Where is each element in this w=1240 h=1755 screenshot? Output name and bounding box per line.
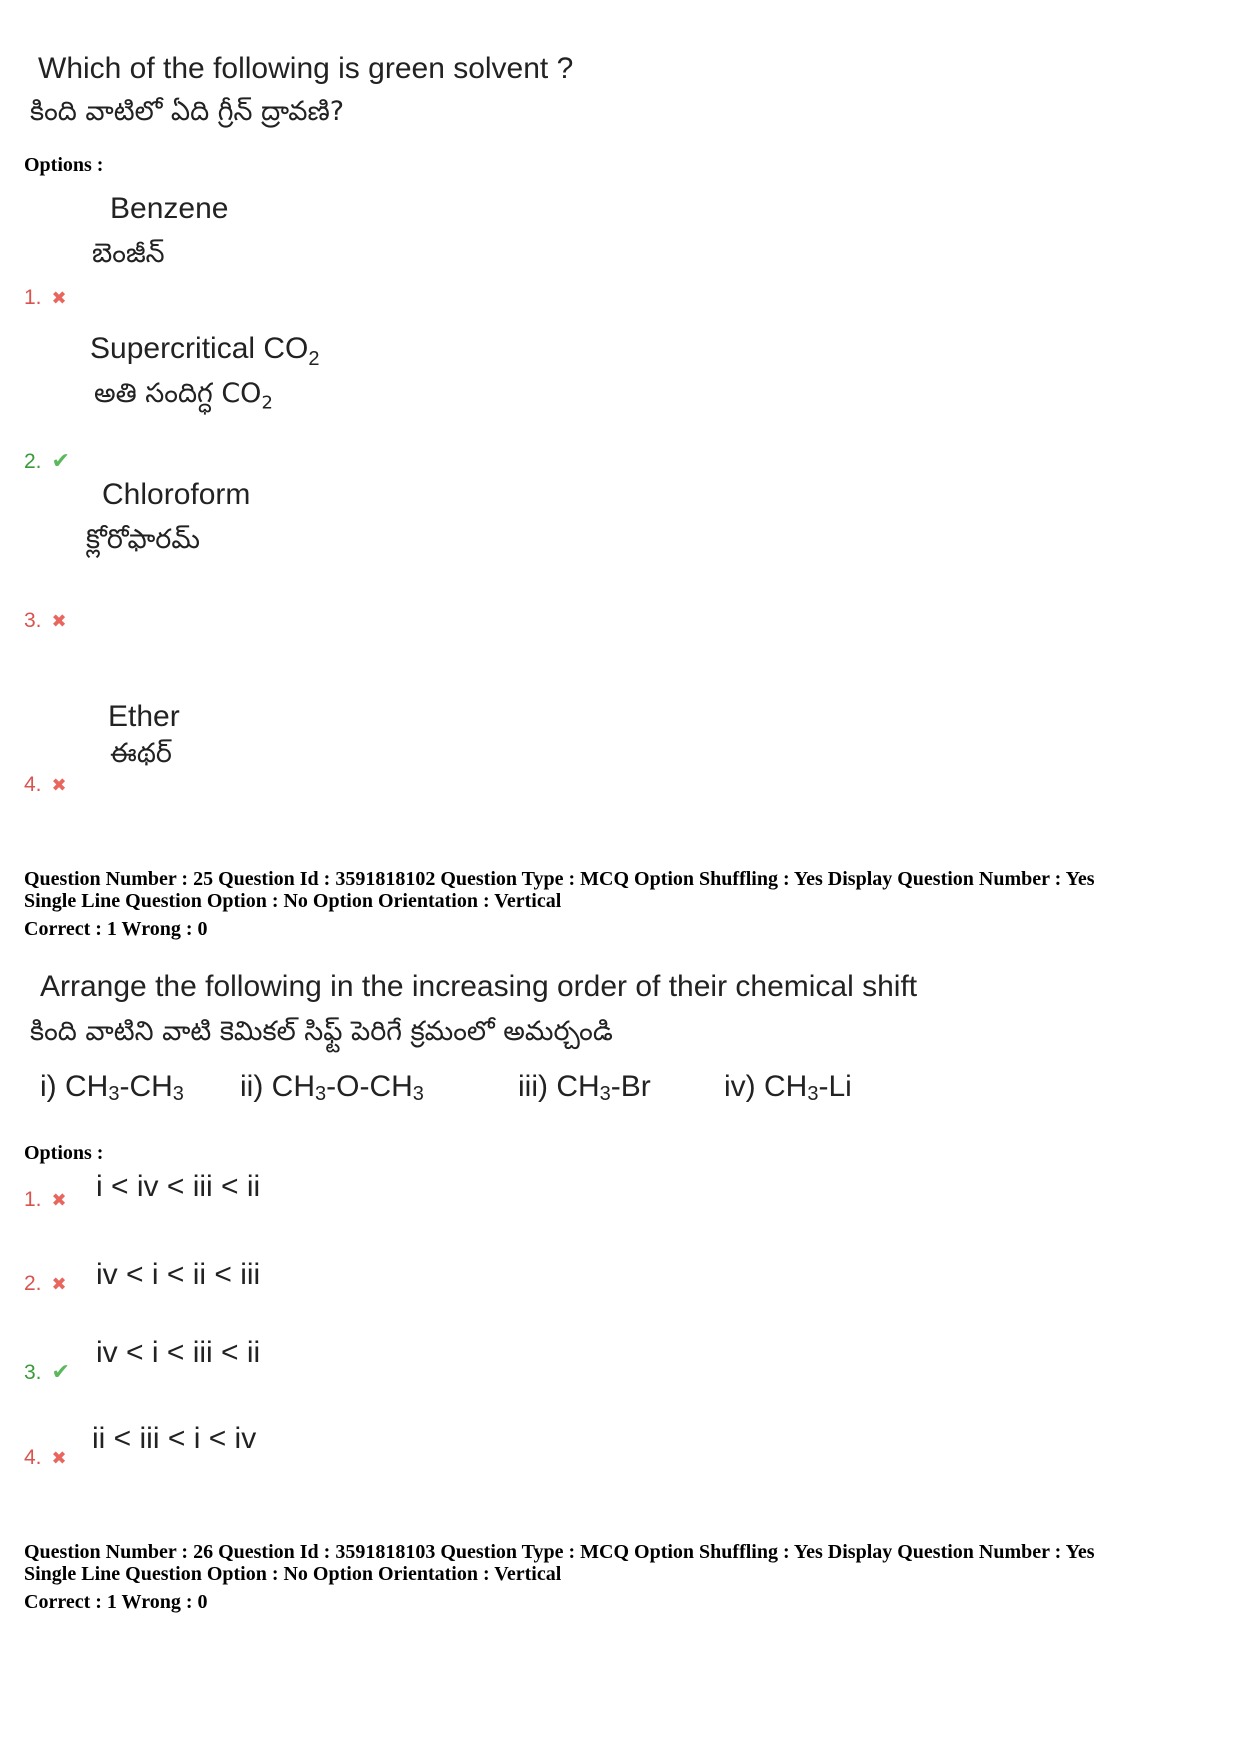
cross-icon: ✖ [51,611,67,632]
option-marker [24,773,67,797]
question-meta-line: Single Line Question Option : No Option Orientation : Vertical [24,1563,562,1585]
compound-2: ii) $CH_3-O-CH_3$ [240,1070,424,1105]
option-text: i < iv < iii < ii [96,1170,261,1203]
cross-icon: ✖ [51,288,67,309]
cross-icon: ✖ [51,1274,67,1295]
compound-3: iii) $CH_3-Br$ [518,1070,651,1105]
cross-icon: ✖ [51,1190,67,1211]
option-number: 1. [24,286,42,309]
question-meta-line: Question Number : 26 Question Id : 3591818103 Question Type : MCQ Option Shuffling : Yes Display Question Number : Yes [24,1541,1095,1563]
option-number: 4. [24,773,42,796]
option-text-en: Supercritical $CO_2$ [90,332,320,370]
option-text: ii < iii < i < iv [92,1422,257,1455]
option-number: 3. [24,609,42,632]
option-text-te: ఈథర్ [110,738,172,769]
option-marker [24,1446,67,1470]
option-number: 2. [24,450,42,473]
option-text: iv < i < iii < ii [96,1336,261,1369]
option-text-te: అతి సందిగ్ధ $CO_2$ [94,378,273,414]
option-text: iv < i < ii < iii [96,1258,261,1291]
options-label: Options : [24,154,104,176]
option-marker [24,1360,70,1385]
option-marker [24,286,67,310]
question-text-te: కింది వాటిలో ఏది గ్రీన్ ద్రావణి? [30,96,345,127]
option-text-te: క్లోరోఫారమ్ [86,524,200,555]
question-meta-line: Single Line Question Option : No Option Orientation : Vertical [24,890,562,912]
option-marker [24,1272,67,1296]
question-meta-line: Correct : 1 Wrong : 0 [24,1591,208,1613]
cross-icon: ✖ [51,775,67,796]
cross-icon: ✖ [51,1448,67,1469]
check-icon: ✔ [51,449,70,474]
option-marker [24,609,67,633]
option-text-en: Chloroform [102,478,251,511]
option-number: 4. [24,1446,42,1469]
question-text-te: కింది వాటిని వాటి కెమికల్ సిఫ్ట్ పెరిగే క్రమంలో అమర్చండి [30,1016,613,1047]
option-number: 1. [24,1188,42,1211]
question-text-en: Which of the following is green solvent ? [38,52,574,85]
option-number: 2. [24,1272,42,1295]
question-text-en: Arrange the following in the increasing order of their chemical shift [40,970,918,1003]
option-text-te: బెంజీన్ [92,238,165,269]
option-marker [24,1188,67,1212]
compound-4: iv) $CH_3-Li$ [724,1070,852,1105]
option-text-en: Ether [108,700,180,733]
option-text-en: Benzene [110,192,229,225]
question-meta-line: Correct : 1 Wrong : 0 [24,918,208,940]
check-icon: ✔ [51,1360,70,1385]
compound-1: i) $CH_3-CH_3$ [40,1070,184,1105]
question-meta-line: Question Number : 25 Question Id : 3591818102 Question Type : MCQ Option Shuffling : Yes Display Question Number : Yes [24,868,1095,890]
option-number: 3. [24,1361,42,1384]
options-label: Options : [24,1142,104,1164]
option-marker [24,449,70,474]
